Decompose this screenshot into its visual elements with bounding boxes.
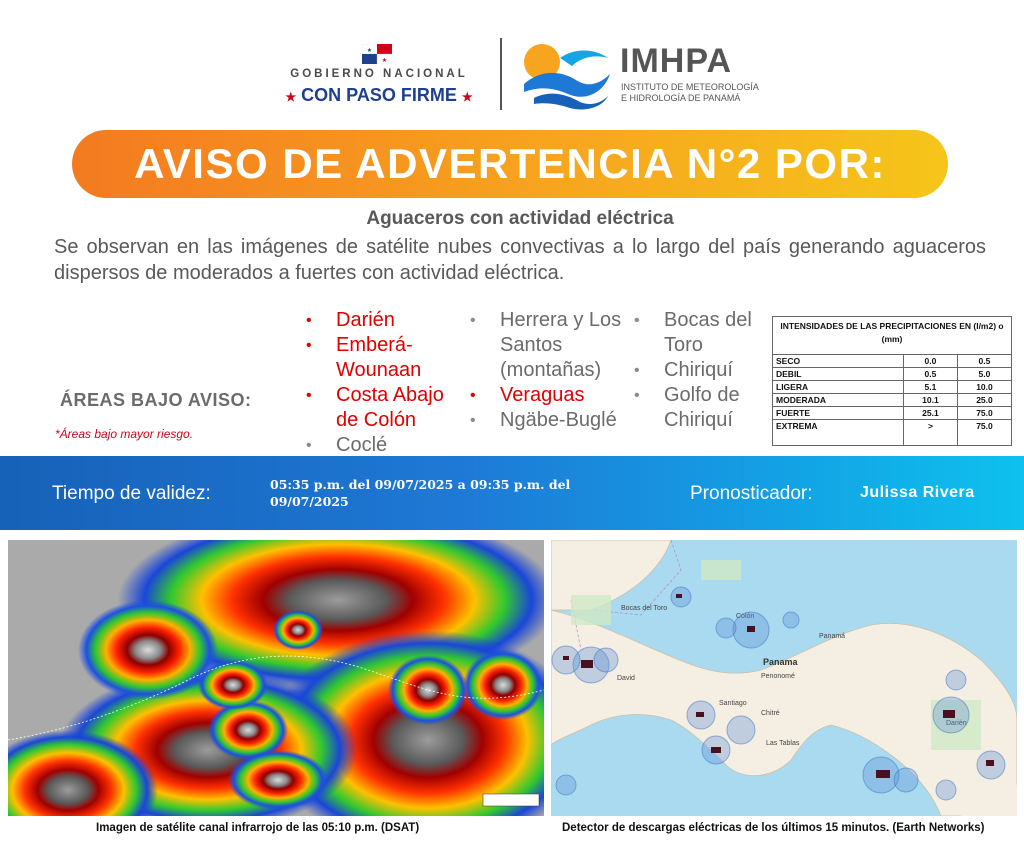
intensity-to: 25.0 <box>957 394 1011 407</box>
warning-description: Se observan en las imágenes de satélite nubes convectivas a lo largo del país generando aguaceros dispersos de moderados a fuertes con actividad eléctrica. <box>54 236 986 284</box>
warning-title: AVISO DE ADVERTENCIA N°2 POR: <box>134 140 886 187</box>
areas-column-2 <box>470 308 635 433</box>
lightning-detector-map <box>551 540 1017 816</box>
intensity-label: EXTREMA <box>773 420 904 446</box>
areas-column-3 <box>634 308 774 433</box>
forecaster-name: Julissa Rivera <box>860 484 975 501</box>
intensity-label: FUERTE <box>773 407 904 420</box>
map-label-las-tablas: Las Tablas <box>766 740 800 747</box>
map-label-bocas: Bocas del Toro <box>621 605 668 612</box>
imhpa-sub-line2: E HIDROLOGÍA DE PANAMÁ <box>621 93 741 103</box>
svg-text:★: ★ <box>381 58 388 64</box>
area-item: • Golfo de Chiriquí <box>634 383 774 433</box>
intensity-to: 10.0 <box>957 381 1011 394</box>
intensity-label: LIGERA <box>773 381 904 394</box>
area-item: • Coclé <box>306 433 471 458</box>
warning-subtitle: Aguaceros con actividad eléctrica <box>366 208 674 229</box>
intensity-from: 0.0 <box>903 355 957 368</box>
intensity-to: 75.0 <box>957 420 1011 446</box>
gov-line2 <box>268 85 490 106</box>
table-row <box>773 355 1012 368</box>
intensity-label: DEBIL <box>773 368 904 381</box>
imhpa-logo <box>520 40 760 112</box>
areas-label: ÁREAS BAJO AVISO: <box>60 390 252 410</box>
satellite-infrared-image <box>8 540 544 816</box>
map-label-chitre: Chitré <box>761 710 780 717</box>
intensity-label: SECO <box>773 355 904 368</box>
validity-value: 05:35 p.m. del 09/07/2025 a 09:35 p.m. del 09/07/2025 <box>270 477 571 509</box>
validity-label: Tiempo de validez: <box>52 483 211 504</box>
areas-note: *Áreas bajo mayor riesgo. <box>55 427 194 441</box>
map-label-panama-city: Panamá <box>819 633 846 640</box>
table-row <box>773 394 1012 407</box>
intensity-to: 5.0 <box>957 368 1011 381</box>
star-icon: ★ <box>285 90 297 104</box>
imhpa-name: IMHPA <box>620 42 733 80</box>
gobierno-nacional-logo <box>268 40 490 112</box>
imhpa-sub-line1: INSTITUTO DE METEOROLOGÍA <box>621 82 759 92</box>
intensity-from: 10.1 <box>903 394 957 407</box>
intensity-to: 75.0 <box>957 407 1011 420</box>
validity-bar <box>0 456 1024 530</box>
intensity-from: 0.5 <box>903 368 957 381</box>
map-label-colon: Colón <box>736 613 755 620</box>
area-item: • Herrera y Los Santos (montañas) <box>470 308 635 383</box>
map-label-david: David <box>617 675 635 682</box>
table-row <box>773 381 1012 394</box>
map-label-panama: Panama <box>763 657 798 667</box>
area-item: • Emberá-Wounaan <box>306 333 471 383</box>
intensity-to: 0.5 <box>957 355 1011 368</box>
area-item: • Darién <box>306 308 471 333</box>
table-row <box>773 407 1012 420</box>
table-row <box>773 368 1012 381</box>
svg-text:★: ★ <box>366 48 373 54</box>
map-label-penonome: Penonomé <box>761 673 795 680</box>
areas-column-1 <box>306 308 471 458</box>
intensity-label: MODERADA <box>773 394 904 407</box>
map-label-santiago: Santiago <box>719 700 747 707</box>
panama-flag-icon <box>362 44 392 64</box>
title-banner <box>72 130 948 198</box>
intensity-from: > <box>903 420 957 446</box>
lightning-caption: Detector de descargas eléctricas de los últimos 15 minutos. (Earth Networks) <box>562 822 985 834</box>
intensity-from: 25.1 <box>903 407 957 420</box>
area-item: • Ngäbe-Buglé <box>470 408 635 433</box>
precipitation-intensity-table <box>772 316 1012 446</box>
intensity-from: 5.1 <box>903 381 957 394</box>
lightning-map-graphic <box>551 540 1017 816</box>
forecaster-label: Pronosticador: <box>690 483 813 504</box>
imhpa-subtitle <box>621 82 759 104</box>
area-item: • Chiriquí <box>634 358 774 383</box>
gov-motto: CON PASO FIRME <box>301 85 457 105</box>
imhpa-wave-icon <box>520 40 612 110</box>
satellite-image-graphic <box>8 540 544 816</box>
header-divider <box>500 38 502 110</box>
star-icon: ★ <box>461 90 473 104</box>
map-label-darien: Darién <box>946 720 967 727</box>
area-item: • Costa Abajo de Colón <box>306 383 471 433</box>
table-row <box>773 420 1012 446</box>
area-item: • Veraguas <box>470 383 635 408</box>
satellite-caption: Imagen de satélite canal infrarrojo de las 05:10 p.m. (DSAT) <box>96 822 420 834</box>
area-item: • Bocas del Toro <box>634 308 774 358</box>
intensity-table-header: INTENSIDADES DE LAS PRECIPITACIONES EN (l/m2) o (mm) <box>773 317 1012 355</box>
gov-line1: GOBIERNO NACIONAL <box>290 68 468 80</box>
